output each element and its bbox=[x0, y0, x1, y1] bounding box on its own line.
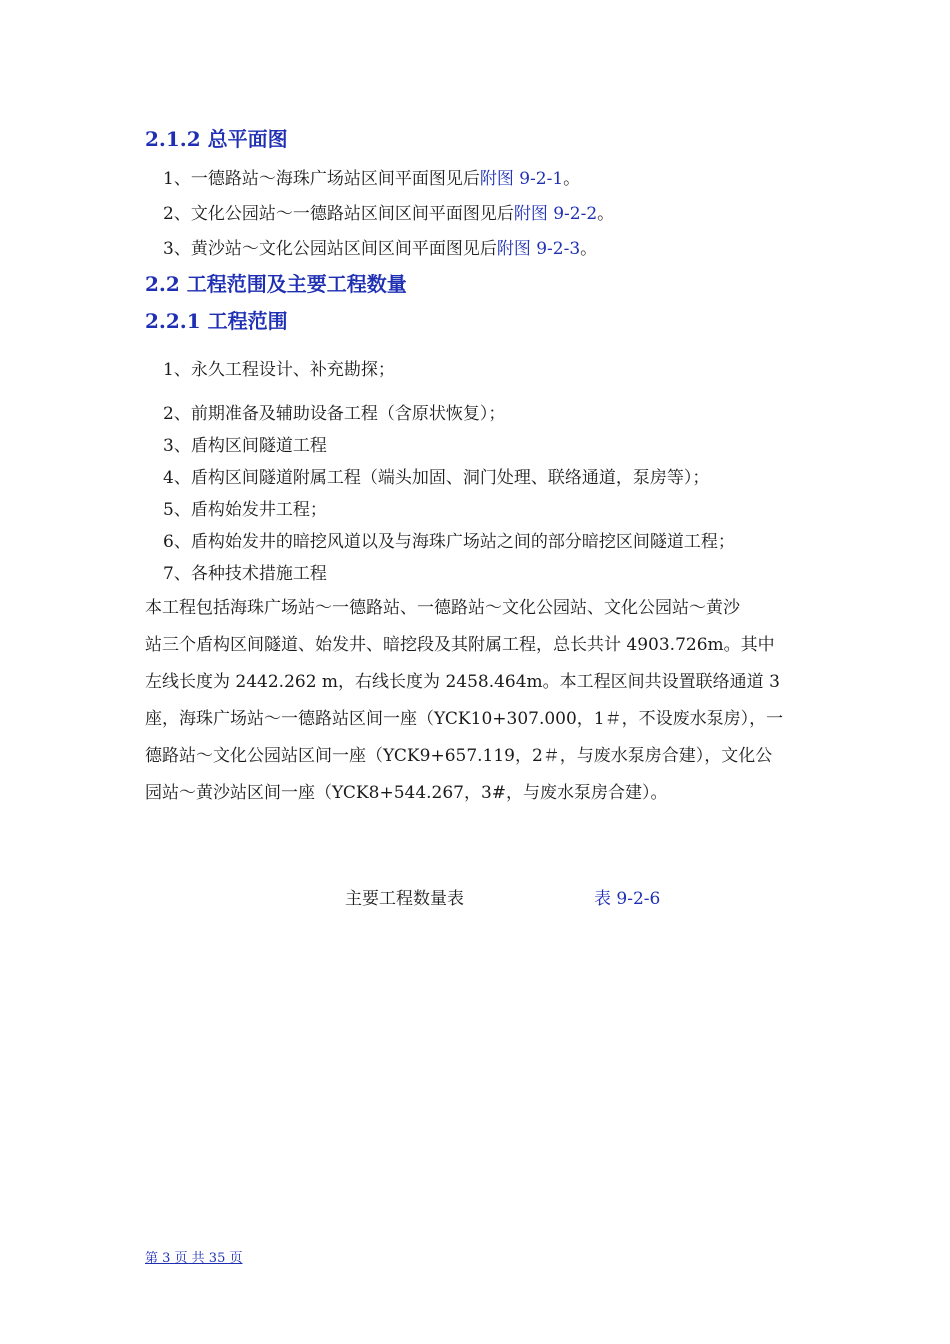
item-text: 3、黄沙站～文化公园站区间区间平面图见后 bbox=[163, 239, 497, 259]
item-tail: 。 bbox=[597, 204, 615, 224]
list-item-scope-2: 2、前期准备及辅助设备工程（含原状恢复）； bbox=[163, 404, 506, 424]
item-tail: 。 bbox=[580, 239, 598, 259]
paragraph-line-6: 园站～黄沙站区间一座（YCK8+544.267，3#，与废水泵房合建）。 bbox=[145, 783, 668, 803]
list-item-floorplan-1 bbox=[163, 164, 580, 189]
paragraph-line-5: 德路站～文化公园站区间一座（YCK9+657.119，2＃，与废水泵房合建），文化公 bbox=[145, 746, 773, 766]
paragraph-line-4: 座，海珠广场站～一德路站区间一座（YCK10+307.000，1＃，不设废水泵房），一 bbox=[145, 709, 784, 729]
list-item-scope-3: 3、盾构区间隧道工程 bbox=[163, 436, 327, 456]
paragraph-line-2: 站三个盾构区间隧道、始发井、暗挖段及其附属工程，总长共计 4903.726m。其中 bbox=[145, 635, 775, 655]
table-caption-title: 主要工程数量表 bbox=[345, 889, 464, 909]
list-item-scope-4: 4、盾构区间隧道附属工程（端头加固、洞门处理、联络通道，泵房等）； bbox=[163, 468, 710, 488]
paragraph-line-1: 本工程包括海珠广场站～一德路站、一德路站～文化公园站、文化公园站～黄沙 bbox=[145, 598, 740, 618]
list-item-scope-6: 6、盾构始发井的暗挖风道以及与海珠广场站之间的部分暗挖区间隧道工程； bbox=[163, 532, 735, 552]
list-item-scope-7: 7、各种技术措施工程 bbox=[163, 564, 327, 584]
appendix-link[interactable]: 附图 9-2-2 bbox=[513, 204, 598, 224]
heading-2-2: 2.2 工程范围及主要工程数量 bbox=[145, 272, 407, 296]
list-item-floorplan-3 bbox=[163, 234, 597, 259]
item-text: 1、一德路站～海珠广场站区间平面图见后 bbox=[163, 169, 480, 189]
list-item-floorplan-2 bbox=[163, 199, 614, 224]
list-item-scope-5: 5、盾构始发井工程； bbox=[163, 500, 327, 520]
list-item-scope-1: 1、永久工程设计、补充勘探； bbox=[163, 360, 395, 380]
table-caption-number: 表 9-2-6 bbox=[594, 889, 661, 909]
item-tail: 。 bbox=[563, 169, 581, 189]
appendix-link[interactable]: 附图 9-2-1 bbox=[479, 169, 564, 189]
item-text: 2、文化公园站～一德路站区间区间平面图见后 bbox=[163, 204, 514, 224]
page-footer: 第 3 页 共 35 页 bbox=[145, 1251, 243, 1266]
appendix-link[interactable]: 附图 9-2-3 bbox=[496, 239, 581, 259]
heading-2-2-1: 2.2.1 工程范围 bbox=[145, 309, 288, 333]
heading-2-1-2: 2.1.2 总平面图 bbox=[145, 127, 288, 151]
paragraph-line-3: 左线长度为 2442.262 m，右线长度为 2458.464m。本工程区间共设置联络通道 3 bbox=[145, 672, 780, 692]
